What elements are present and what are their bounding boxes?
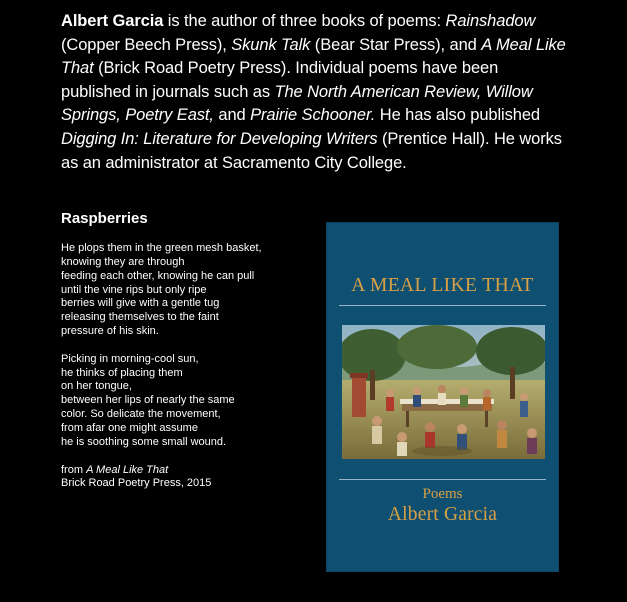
bio-text: (Prentice Hall). He works xyxy=(377,129,562,148)
poem-line: he is soothing some small wound. xyxy=(61,435,227,448)
bio-title-italic: Springs, Poetry East, xyxy=(61,106,214,125)
bio-line xyxy=(61,34,576,58)
poem-line: on her tongue, xyxy=(61,380,132,393)
bio-text: published in journals such as xyxy=(61,82,275,101)
source-from-label: from xyxy=(61,463,87,476)
bio-title-italic: That xyxy=(61,59,94,78)
source-book-line xyxy=(61,464,311,478)
poem-line: He plops them in the green mesh basket, xyxy=(61,242,262,254)
cover-painting xyxy=(342,325,545,459)
poem-line: until the vine rips but only ripe xyxy=(61,283,207,296)
bio-title-italic: A Meal Like xyxy=(481,35,566,54)
poem-stanza xyxy=(61,353,311,450)
bio-author-name: Albert Garcia xyxy=(61,12,164,30)
poem-line: color. So delicate the movement, xyxy=(61,408,221,421)
bio-text: (Copper Beech Press), xyxy=(61,35,232,54)
bio-title-italic: Digging In: Literature for Developing Writers xyxy=(61,129,378,148)
bio-line xyxy=(61,104,576,128)
poem-title: Raspberries xyxy=(61,210,148,227)
bio-text: He has also published xyxy=(375,106,541,125)
poem-line: from afar one might assume xyxy=(61,421,198,434)
bio-line xyxy=(61,81,576,105)
poem-line: between her lips of nearly the same xyxy=(61,394,235,407)
bio-title-italic: Skunk Talk xyxy=(231,35,311,54)
bio-title-italic: Prairie Schooner. xyxy=(250,106,376,125)
cover-title: A MEAL LIKE THAT xyxy=(351,275,534,296)
cover-subtitle: Poems xyxy=(422,486,463,502)
bio-line xyxy=(61,152,576,176)
source-book-title: A Meal Like That xyxy=(86,463,169,476)
bio-text: as an administrator at Sacramento City College. xyxy=(61,153,407,172)
poem-line: Picking in morning-cool sun, xyxy=(61,352,199,365)
poem-line: he thinks of placing them xyxy=(61,366,183,379)
bio-line xyxy=(61,57,576,81)
poem-line: knowing they are through xyxy=(61,255,185,268)
poem-line: pressure of his skin. xyxy=(61,325,159,338)
cover-rule-top xyxy=(339,305,546,306)
source-publisher: Brick Road Poetry Press, 2015 xyxy=(61,477,212,490)
poem-line: berries will give with a gentle tug xyxy=(61,297,220,310)
book-cover xyxy=(326,222,559,572)
bio-text: and xyxy=(213,106,251,125)
cover-author: Albert Garcia xyxy=(387,504,498,525)
bio-title-italic: Rainshadow xyxy=(445,12,536,30)
bio-line xyxy=(61,10,576,34)
bio-line xyxy=(61,128,576,152)
author-bio xyxy=(61,10,576,175)
cover-rule-bottom xyxy=(339,479,546,480)
poem-line: feeding each other, knowing he can pull xyxy=(61,269,255,282)
poem-body xyxy=(61,242,311,491)
poem-line: releasing themselves to the faint xyxy=(61,311,219,324)
picnic-painting-image xyxy=(342,325,545,459)
bio-text: (Bear Star Press), and xyxy=(310,35,482,54)
bio-title-italic: The North American Review, Willow xyxy=(274,82,533,101)
bio-text: is the author of three books of poems: xyxy=(163,12,446,30)
poem-stanza xyxy=(61,242,311,339)
bio-text: (Brick Road Poetry Press). Individual poems have been xyxy=(93,59,499,78)
poem-source xyxy=(61,464,311,492)
